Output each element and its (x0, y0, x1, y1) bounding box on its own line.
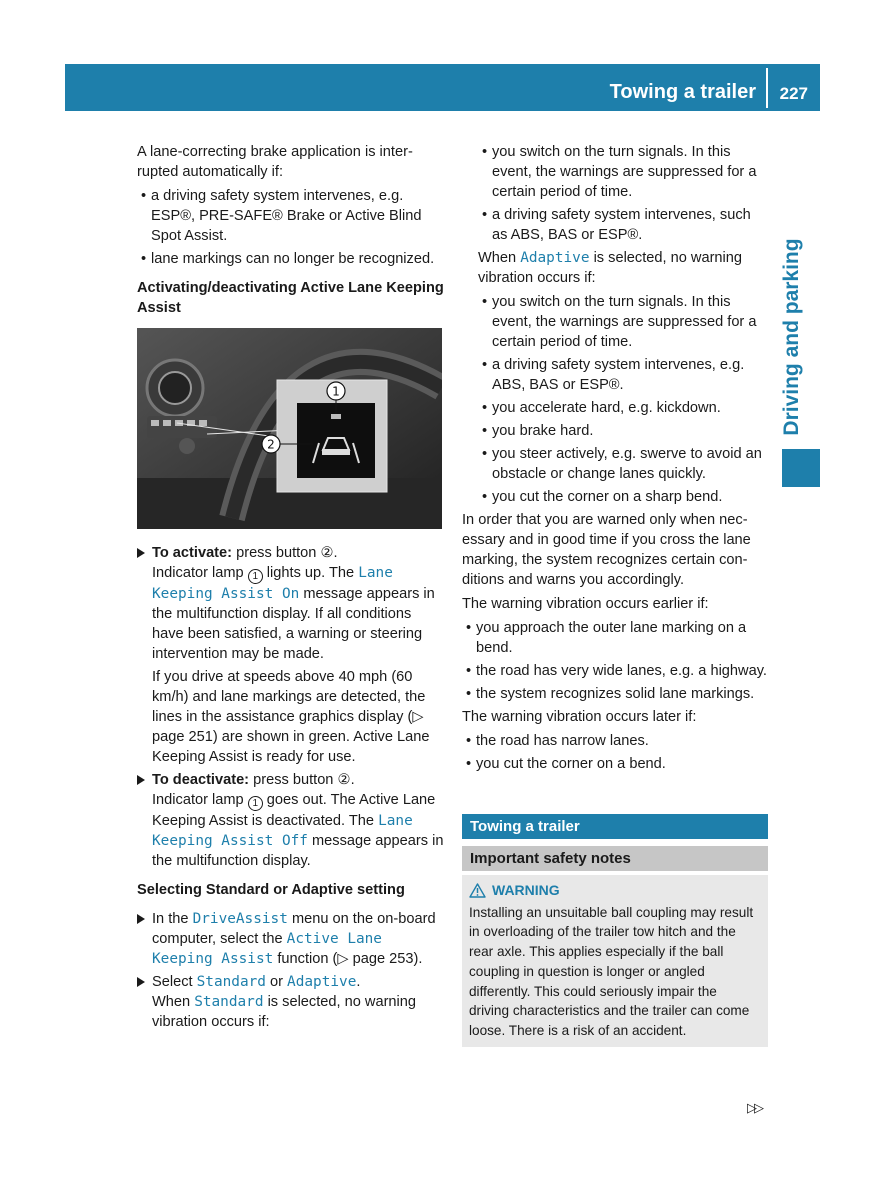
dashboard-figure (137, 328, 442, 529)
warning-header: WARNING (469, 881, 760, 901)
header-title: Towing a trailer (609, 81, 756, 103)
subsection-title-band: Important safety notes (462, 846, 768, 871)
warning-triangle-icon (469, 883, 486, 898)
order-paragraph: In order that you are warned only when necessary and in good time if you cross the lane marking, the system recognizes certain conditions and warns you accordingly. (462, 512, 751, 588)
list-item: • you steer actively, e.g. swerve to avoid an obstacle or change lanes quickly. (478, 444, 768, 484)
list-item: • the road has very wide lanes, e.g. a highway. (462, 661, 768, 681)
standard-conditions (462, 142, 768, 507)
warning-box (462, 875, 768, 1047)
display-message-off: Lane Keeping Assist Off (152, 813, 413, 849)
step-arrow-icon (137, 548, 145, 558)
right-column (462, 142, 768, 1047)
earlier-intro: The warning vibration occurs earlier if: (462, 596, 709, 612)
side-chapter-tab (782, 449, 820, 487)
steering-wheel-illustration (137, 328, 442, 529)
list-item: • a driving safety system intervenes, e.g. ESP®, PRE-SAFE® Brake or Active Blind Spot Assist. (137, 186, 444, 246)
display-message-on: Lane Keeping Assist On (152, 565, 393, 602)
step-deactivate: To deactivate: press button ②. Indicator lamp 1 goes out. The Active Lane Keeping Assist is deactivated. The Lane Keeping Assist Off message appears in the multifunction display. (137, 770, 444, 871)
step-arrow-icon (137, 775, 145, 785)
section-heading-select: Selecting Standard or Adaptive setting (137, 882, 405, 898)
later-intro: The warning vibration occurs later if: (462, 709, 697, 725)
svg-text:2: 2 (267, 437, 275, 452)
step-select-menu: In the DriveAssist menu on the on-board computer, select the Active Lane Keeping Assist function (▷ page 253). (137, 909, 444, 969)
list-item: • you cut the corner on a sharp bend. (478, 487, 768, 507)
page-number: 227 (779, 84, 808, 103)
list-item: • the system recognizes solid lane markings. (462, 684, 768, 704)
header-separator (766, 68, 768, 108)
list-item: • you brake hard. (478, 421, 768, 441)
indicator-1-icon: 1 (248, 796, 263, 811)
warning-text: Installing an unsuitable ball coupling may result in overloading of the trailer tow hitch and the rear axle. This applies especially if the ball coupling in question is longer or angled differently. This could seriously impair the driving characteristics and the trailer can come loose. There is a risk of an accident. (469, 904, 754, 1038)
list-item: • you switch on the turn signals. In this event, the warnings are suppressed for a certain period of time. (478, 292, 768, 352)
left-column (137, 142, 444, 1035)
step-arrow-icon (137, 914, 145, 924)
section-title-band: Towing a trailer (462, 814, 768, 839)
list-item: • you cut the corner on a bend. (462, 754, 768, 774)
step-arrow-icon (137, 977, 145, 987)
step-activate: To activate: press button ②. Indicator lamp 1 lights up. The Lane Keeping Assist On message appears in the multifunction display. If all conditions have been satisfied, a warning or steering intervention may be made. (137, 543, 444, 664)
side-chapter-label: Driving and parking (780, 238, 803, 436)
list-item: • a driving safety system intervenes, such as ABS, BAS or ESP®. (478, 205, 768, 245)
indicator-1-icon: 1 (248, 569, 263, 584)
list-item: • you accelerate hard, e.g. kickdown. (478, 398, 768, 418)
list-item: • you switch on the turn signals. In this event, the warnings are suppressed for a certain period of time. (478, 142, 768, 202)
step-select-mode: Select Standard or Adaptive. When Standard is selected, no warning vibration occurs if: (137, 972, 444, 1032)
page-header (65, 64, 820, 111)
section-heading-activate: Activating/deactivating Active Lane Keeping Assist (137, 280, 444, 316)
continue-arrows: ▷▷ (747, 1100, 761, 1115)
adaptive-intro: When Adaptive is selected, no warning vibration occurs if: (478, 250, 743, 286)
list-item: • the road has narrow lanes. (462, 731, 768, 751)
list-item: • you approach the outer lane marking on a bend. (462, 618, 768, 658)
list-item: • lane markings can no longer be recognized. (137, 249, 444, 269)
activate-details: If you drive at speeds above 40 mph (60 km/h) and lane markings are detected, the lines in the assistance graphics display (▷ page 251) are shown in green. Active Lane Keeping Assist is ready for use. (152, 669, 430, 765)
list-item: • a driving safety system intervenes, e.g. ABS, BAS or ESP®. (478, 355, 768, 395)
svg-text:1: 1 (332, 384, 340, 399)
intro-text: A lane-correcting brake application is interrupted automatically if: (137, 144, 413, 180)
